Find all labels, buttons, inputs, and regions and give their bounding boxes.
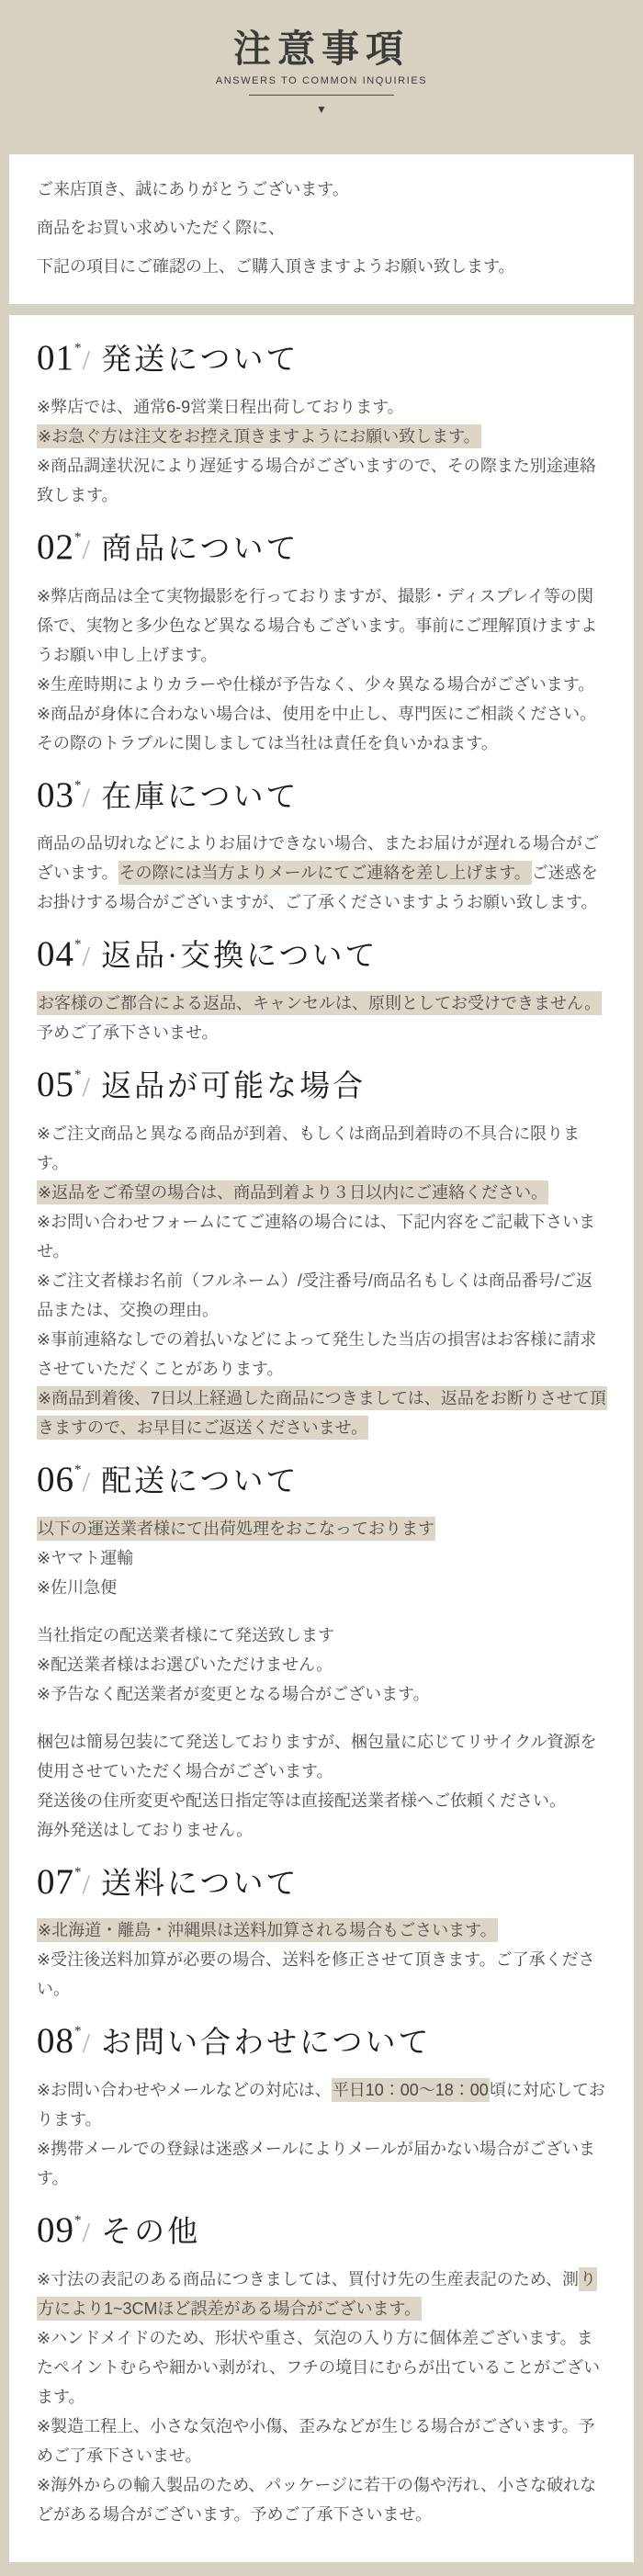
notice-section [37,1458,606,1845]
notice-paragraph [37,2323,606,2412]
intro-line: 商品をお買い求めいただく際に、 [37,219,285,237]
section-heading [37,932,606,977]
section-heading [37,336,606,381]
notice-section [37,336,606,510]
intro-line: ご来店頂き、誠にありがとうございます。 [37,180,349,198]
section-number: 01 [37,338,74,378]
section-slash: / [82,1867,91,1900]
notice-section [37,525,606,758]
section-heading [37,1458,606,1503]
section-title: お問い合わせについて [101,2027,432,2061]
section-heading [37,525,606,571]
section-slash: / [82,1070,91,1102]
section-slash: / [82,2216,91,2248]
text-segment: 当社指定の配送業者様にて発送致します [37,1625,334,1644]
highlight-text: ※商品到着後、7日以上経過した商品につきましては、返品をお断りさせて頂きますので、お早目にご返送くださいませ。 [37,1386,607,1440]
section-asterisk-mark: * [74,937,82,953]
text-segment: ※弊店商品は全て実物撮影を行っておりますが、撮影・ディスプレイ等の関係で、実物と多少色など異なる場合もございます。事前にご理解頂けますようお願い申し上げます。 [37,586,598,664]
section-title: 配送について [101,1464,299,1498]
text-segment: 発送後の住所変更や配送日指定等は直接配送業者様へご依頼ください。 [37,1791,566,1810]
section-title: 発送について [101,344,299,377]
text-segment: ※商品が身体に合わない場合は、使用を中止し、専門医にご相談ください。その際のトラブルに関しましては当社は責任を負いかねます。 [37,704,597,752]
sections-container [37,336,606,2529]
notice-paragraph [37,1650,606,1679]
notice-paragraph [37,392,606,422]
section-number: 03 [37,774,74,815]
notice-paragraph [37,1543,606,1573]
notice-paragraph [37,2075,606,2134]
text-segment: ※携帯メールでの登録は迷惑メールによりメールが届かない場合がございます。 [37,2140,595,2187]
section-slash: / [82,344,91,376]
highlight-text: その際には当方よりメールにてご連絡を差し上げます。 [118,861,532,885]
page-title: 注意事項 [233,28,410,70]
notice-section [37,1860,606,2005]
notice-paragraph [37,422,606,451]
notice-paragraph [37,1679,606,1709]
notice-paragraph [37,1178,606,1207]
notice-paragraph [37,2470,606,2529]
section-asterisk-mark: * [74,1462,82,1477]
section-slash: / [82,780,91,813]
section-number: 04 [37,934,74,975]
text-segment: ※ご注文商品と異なる商品が到着、もしくは商品到着時の不具合に限ります。 [37,1124,581,1172]
notice-section [37,1063,606,1442]
text-segment: 梱包は簡易包装にて発送しておりますが、梱包量に応じてリサイクル資源を使用させていただく場合がございます。 [37,1732,597,1780]
notice-paragraph [37,1727,606,1786]
text-segment: ご迷惑をお掛けする場合がございますが、ご了承くださいますようお願い致します。 [37,864,598,912]
section-slash: / [82,940,91,973]
notice-paragraph [37,1207,606,1266]
highlight-text: ※お急ぐ方は注文をお控え頂きますようにお願い致します。 [37,424,481,448]
notice-paragraph [37,1915,606,1945]
subtitle-underline [249,95,394,96]
section-asterisk-mark: * [74,1068,82,1082]
text-segment: ※事前連絡なしでの着払いなどによって発生した当店の損害はお客様に請求させていただくことがあります。 [37,1329,597,1378]
text-segment: ※寸法の表記のある商品につきましては、買付け先の生産表記のため、測 [37,2269,579,2288]
notice-paragraph [37,1786,606,1815]
section-asterisk-mark: * [74,1864,82,1880]
section-title: 商品について [101,532,299,566]
section-title: 返品が可能な場合 [101,1070,367,1103]
notice-paragraph [37,1815,606,1845]
text-segment: ※ご注文者様お名前（フルネーム）/受注番号/商品名もしくは商品番号/ご返品または、交換の理由。 [37,1271,592,1319]
page-subtitle: ANSWERS TO COMMON INQUIRIES [215,75,428,87]
notice-paragraph [37,1945,606,2004]
text-segment: 商品の品切れなどによりお届けできない場合、またお届けが遅れる場合がございます。 [37,834,599,883]
highlight-text: 平日10：00～18：00 [332,2078,490,2102]
section-heading [37,1860,606,1905]
text-segment: ※商品調達状況により遅延する場合がございますので、その際また別途連絡致します。 [37,456,596,504]
notice-paragraph [37,670,606,699]
text-segment: ※配送業者様はお選びいただけません。 [37,1655,333,1674]
text-segment: 予めご了承下さいませ。 [37,1023,219,1042]
section-asterisk-mark: * [74,341,82,356]
section-asterisk-mark: * [74,2213,82,2228]
section-asterisk-mark: * [74,777,82,793]
notice-paragraph [37,2265,606,2323]
section-title: その他 [101,2216,201,2249]
notice-paragraph [37,829,606,917]
text-segment: ※弊店では、通常6-9営業日程出荷しております。 [37,397,404,416]
notice-paragraph [37,1119,606,1178]
section-asterisk-mark: * [74,2024,82,2039]
section-number: 07 [37,1861,74,1902]
highlight-text: 以下の運送業者様にて出荷処理をおこなっております [37,1517,435,1541]
section-number: 02 [37,526,74,567]
section-title: 在庫について [101,780,299,814]
section-number: 08 [37,2021,74,2062]
notice-paragraph [37,1621,606,1650]
section-heading [37,774,606,819]
notice-paragraph [37,2134,606,2193]
notice-paragraph [37,451,606,510]
notice-paragraph [37,699,606,758]
notice-section [37,932,606,1047]
highlight-text: り方により1~3CMほど誤差がある場合がございます。 [37,2267,597,2321]
notice-section [37,2019,606,2193]
notice-paragraph [37,1514,606,1543]
notice-paragraph [37,1266,606,1325]
notice-header [0,0,643,154]
content-card [9,315,634,2562]
text-segment: ※製造工程上、小さな気泡や小傷、歪みなどが生じる場合がございます。予めご了承下さいませ。 [37,2416,595,2465]
section-number: 05 [37,1065,74,1104]
text-segment: ※お問い合わせフォームにてご連絡の場合には、下記内容をご記載下さいませ。 [37,1212,596,1260]
highlight-text: ※北海道・離島・沖縄県は送料加算される場合もごさいます。 [37,1918,498,1942]
intro-card [9,154,634,304]
section-title: 返品·交換について [101,940,378,974]
text-segment: ※受注後送料加算が必要の場合、送料を修正させて頂きます。ご了承ください。 [37,1950,595,1999]
text-segment: ※お問い合わせやメールなどの対応は、 [37,2081,332,2099]
intro-line: 下記の項目にご確認の上、ご購入頂きますようお願い致します。 [37,257,515,276]
text-segment: ※生産時期によりカラーや仕様が予告なく、少々異なる場合がございます。 [37,674,595,694]
text-segment: ※ヤマト運輸 [37,1548,134,1567]
section-title: 送料について [101,1867,299,1901]
section-slash: / [82,2027,91,2060]
section-slash: / [82,532,91,565]
text-segment: 海外発送はしておりません。 [37,1820,254,1839]
section-number: 09 [37,2210,74,2250]
section-asterisk-mark: * [74,529,82,545]
down-triangle-icon: ▼ [316,103,327,117]
notice-section [37,774,606,918]
section-slash: / [82,1464,91,1497]
section-heading [37,2209,606,2254]
text-segment: ※ハンドメイドのため、形状や重さ、気泡の入り方に個体差ございます。またペイントむらや細かい剥がれ、フチの境目にむらが出ていることがございます。 [37,2328,601,2406]
text-segment: ※予告なく配送業者が変更となる場合がございます。 [37,1684,430,1703]
notice-paragraph [37,1384,606,1442]
highlight-text: ※返品をご希望の場合は、商品到着より３日以内にご連絡ください。 [37,1181,548,1204]
notice-paragraph [37,1325,606,1384]
text-segment: ※海外からの輸入製品のため、パッケージに若干の傷や汚れ、小さな破れなどがある場合がございます。予めご了承下さいませ。 [37,2475,597,2524]
section-heading [37,2019,606,2064]
notice-paragraph [37,989,606,1047]
text-segment: ※佐川急便 [37,1577,118,1597]
notice-paragraph [37,1573,606,1602]
text-segment: 頃に対応しております。 [37,2081,605,2129]
notice-paragraph [37,2412,606,2470]
notice-paragraph [37,582,606,670]
notice-section [37,2209,606,2529]
section-heading [37,1063,606,1108]
section-number: 06 [37,1459,74,1499]
highlight-text: お客様のご都合による返品、キャンセルは、原則としてお受けできません。 [37,991,602,1015]
